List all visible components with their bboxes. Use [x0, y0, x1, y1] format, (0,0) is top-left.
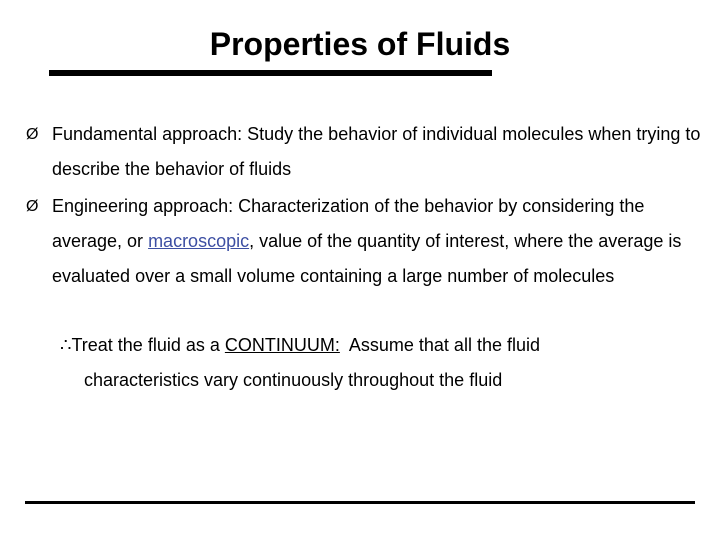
- arrow-bullet-icon: Ø: [26, 126, 39, 143]
- bullet-engineering-approach: [26, 189, 706, 294]
- therefore-symbol: ∴: [60, 335, 72, 355]
- conclusion-rest-line2: characteristics vary continuously throughout the fluid: [84, 370, 503, 390]
- bullet-text: Fundamental approach: Study the behavior of individual molecules when trying to describe the behavior of fluids: [52, 124, 701, 179]
- title-underline-rule: [49, 70, 492, 76]
- bullet-fundamental-approach: [26, 117, 706, 187]
- continuum-term: CONTINUUM:: [224, 335, 340, 355]
- continuum-conclusion: [60, 328, 700, 398]
- bullet-text-after: , value of the quantity of interest, where the average is evaluated over a small volume containing a large number of molecules: [52, 231, 682, 286]
- conclusion-rest-line1: Assume that all the fluid: [339, 335, 540, 355]
- conclusion-lead: Treat the fluid as a: [71, 335, 225, 355]
- bullet-text-before: Engineering approach: Characterization of the behavior by considering the average, or: [52, 196, 645, 251]
- macroscopic-link[interactable]: macroscopic: [148, 231, 250, 251]
- slide-title: [0, 24, 720, 64]
- arrow-bullet-icon: Ø: [26, 198, 39, 215]
- bottom-rule: [25, 501, 695, 504]
- slide-title-text: Properties of Fluids: [209, 26, 511, 62]
- bullet-text: [26, 189, 706, 294]
